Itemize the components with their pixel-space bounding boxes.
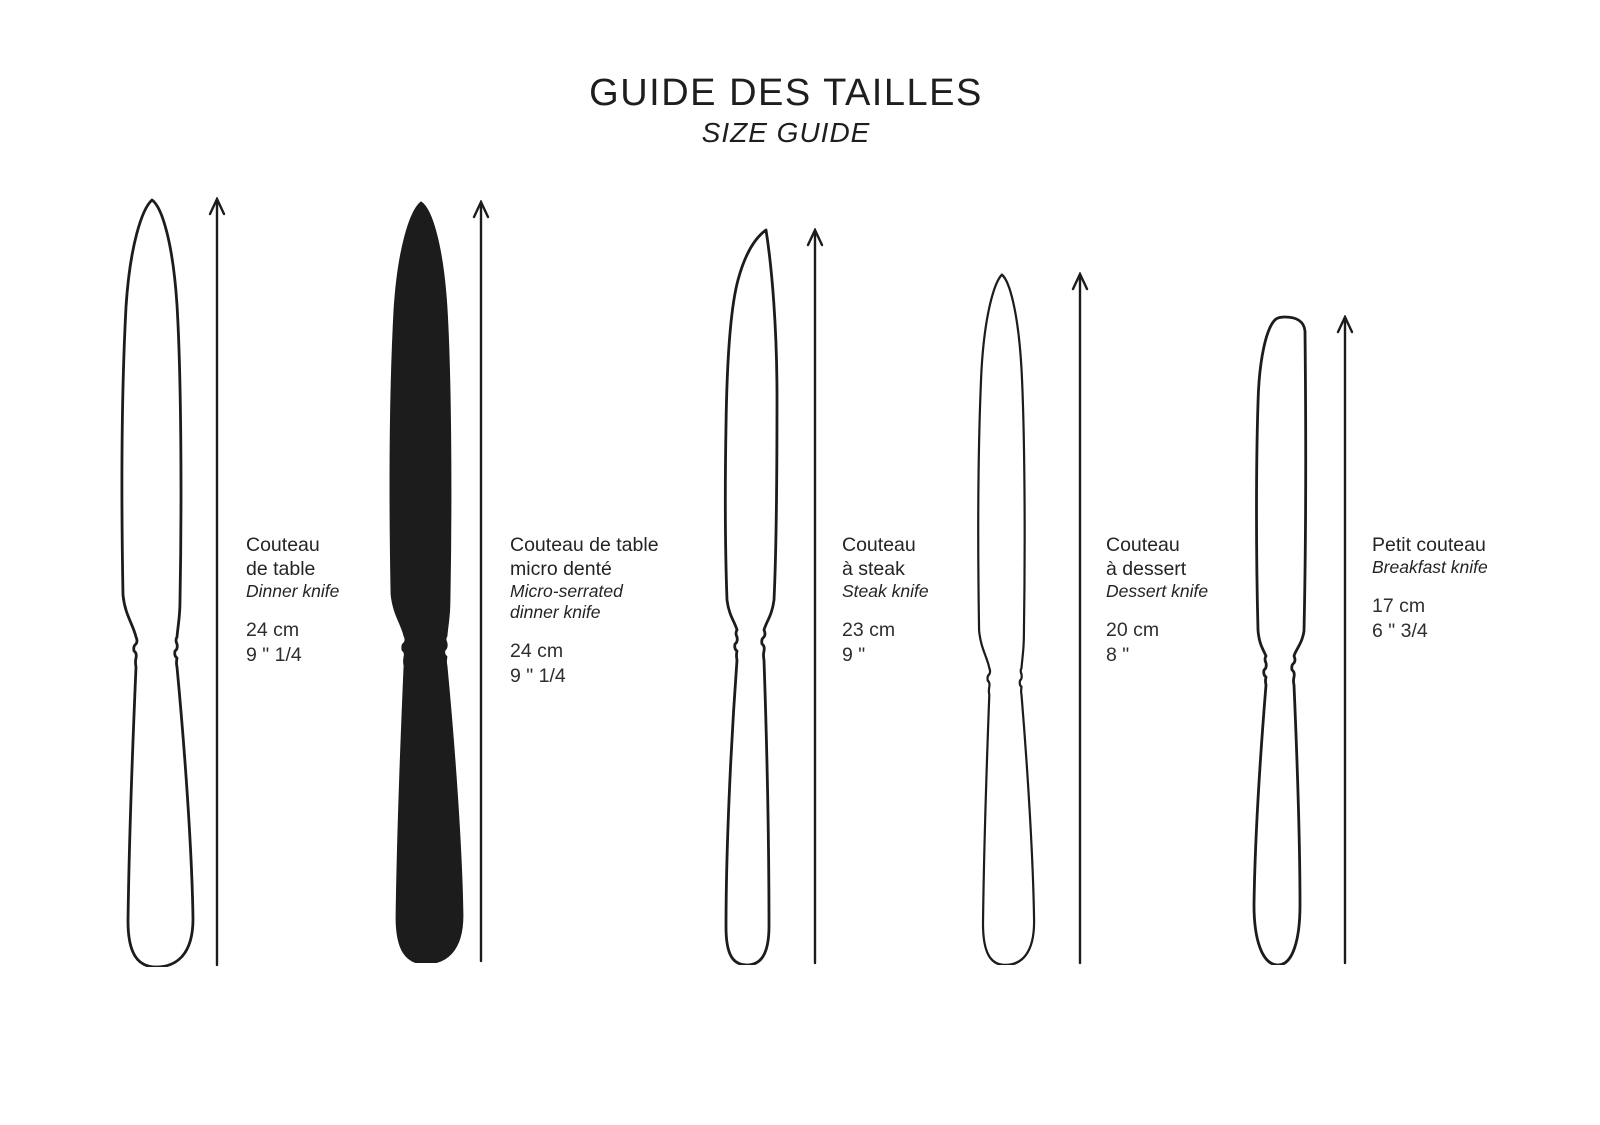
knife-length-cm: 20 cm bbox=[1106, 619, 1160, 641]
knife-name-fr: Couteau bbox=[842, 534, 916, 556]
breakfast-knife-figure bbox=[1233, 315, 1355, 965]
knife-length-cm: 24 cm bbox=[246, 619, 300, 641]
knife-name-fr: Petit couteau bbox=[1372, 534, 1486, 556]
breakfast-knife-illustration bbox=[1254, 317, 1306, 965]
steak-knife-illustration bbox=[725, 230, 777, 965]
knife-name-fr: micro denté bbox=[510, 558, 612, 580]
page-subtitle: SIZE GUIDE bbox=[701, 117, 871, 148]
micro-serrated-knife-illustration bbox=[391, 203, 462, 963]
knife-name-fr: Couteau bbox=[246, 534, 320, 556]
knife-length-inches: 9 " 1/4 bbox=[246, 644, 302, 666]
knife-dimensions bbox=[842, 618, 929, 668]
knife-length-cm: 24 cm bbox=[510, 640, 564, 662]
steak-knife-label bbox=[842, 533, 929, 668]
knife-name-en: Steak knife bbox=[842, 581, 929, 601]
knife-length-inches: 9 " bbox=[842, 644, 866, 666]
knife-length-cm: 23 cm bbox=[842, 619, 896, 641]
steak-knife-figure bbox=[706, 228, 825, 965]
knife-dimensions bbox=[246, 618, 339, 668]
dessert-knife-illustration bbox=[978, 275, 1034, 965]
knife-dimensions bbox=[1106, 618, 1208, 668]
micro-serrated-knife-figure bbox=[383, 200, 491, 963]
knife-name-fr: Couteau de table bbox=[510, 534, 659, 556]
knife-length-inches: 6 " 3/4 bbox=[1372, 620, 1428, 642]
knife-dimensions bbox=[1372, 594, 1488, 644]
knife-name-fr: à steak bbox=[842, 558, 905, 580]
header bbox=[589, 72, 983, 150]
knife-length-inches: 9 " 1/4 bbox=[510, 665, 566, 687]
knife-name-en: Micro-serrated bbox=[510, 581, 623, 601]
breakfast-knife-label bbox=[1372, 533, 1488, 644]
knife-name-en: Breakfast knife bbox=[1372, 557, 1488, 577]
knife-length-inches: 8 " bbox=[1106, 644, 1130, 666]
knife-name-fr: de table bbox=[246, 558, 316, 580]
micro-serrated-knife-label bbox=[510, 533, 659, 689]
dinner-knife-label bbox=[246, 533, 339, 668]
dinner-knife-illustration bbox=[122, 200, 193, 967]
knife-dimensions bbox=[510, 639, 659, 689]
knife-name-en: dinner knife bbox=[510, 602, 601, 622]
knife-name-en: Dessert knife bbox=[1106, 581, 1209, 601]
knife-name-fr: à dessert bbox=[1106, 558, 1187, 580]
knife-length-cm: 17 cm bbox=[1372, 595, 1426, 617]
knife-name-fr: Couteau bbox=[1106, 534, 1180, 556]
dinner-knife-figure bbox=[114, 197, 227, 967]
knife-name-en: Dinner knife bbox=[246, 581, 340, 601]
page-title: GUIDE DES TAILLES bbox=[589, 72, 983, 114]
dessert-knife-label bbox=[1106, 533, 1208, 668]
dessert-knife-figure bbox=[972, 272, 1090, 965]
